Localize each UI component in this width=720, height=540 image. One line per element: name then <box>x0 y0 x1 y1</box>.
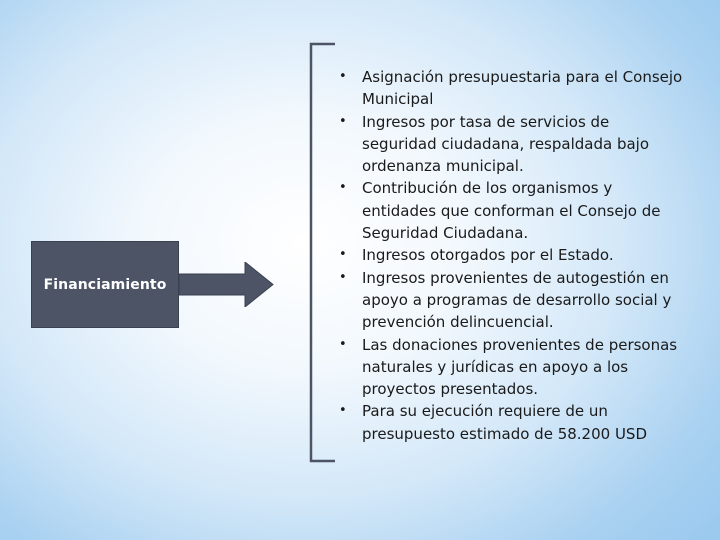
funding-source-item <box>337 267 687 334</box>
bullet-dot-icon: • <box>339 336 347 352</box>
funding-sources-list <box>337 66 687 445</box>
funding-source-text: Para su ejecución requiere de un presupuesto estimado de 58.200 USD <box>362 402 647 443</box>
bracket-line <box>311 44 335 461</box>
right-arrow-icon <box>179 262 274 307</box>
funding-source-item <box>337 66 687 111</box>
financing-label-box <box>31 241 179 328</box>
bullet-dot-icon: • <box>339 113 347 129</box>
bullet-dot-icon: • <box>339 180 347 196</box>
funding-source-text: Ingresos otorgados por el Estado. <box>362 246 614 265</box>
bullet-dot-icon: • <box>339 69 347 84</box>
left-bracket <box>305 40 337 465</box>
funding-source-text: Asignación presupuestaria para el Consejo Municipal <box>362 68 683 109</box>
bullet-dot-icon: • <box>339 247 347 263</box>
bullet-dot-icon: • <box>339 403 347 419</box>
funding-source-text: Contribución de los organismos y entidades que conforman el Consejo de Seguridad Ciudadana. <box>362 179 661 243</box>
arrow-shape <box>179 262 273 307</box>
funding-source-text: Ingresos por tasa de servicios de seguridad ciudadana, respaldada bajo ordenanza municipal. <box>362 112 650 176</box>
funding-source-text: Ingresos provenientes de autogestión en apoyo a programas de desarrollo social y prevención delincuencial. <box>362 268 672 332</box>
funding-source-text: Las donaciones provenientes de personas naturales y jurídicas en apoyo a los proyectos presentados. <box>362 335 678 399</box>
funding-source-item <box>337 244 687 266</box>
bullet-dot-icon: • <box>339 269 347 285</box>
funding-source-item <box>337 400 687 445</box>
financing-label: Financiamiento <box>43 276 167 293</box>
funding-source-item <box>337 334 687 401</box>
funding-source-item <box>337 177 687 244</box>
funding-source-item <box>337 111 687 178</box>
